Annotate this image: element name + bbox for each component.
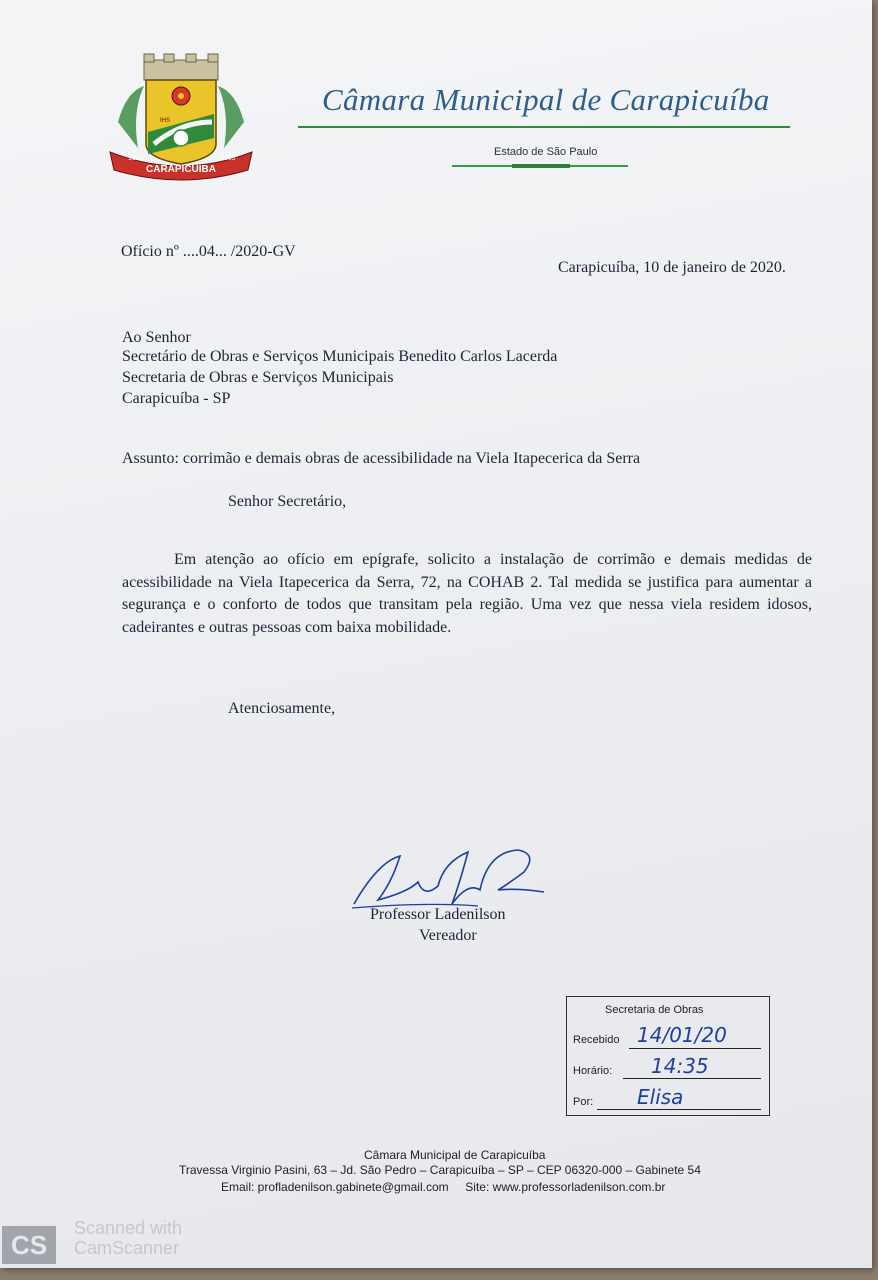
subtitle-divider [452, 165, 628, 167]
svg-text:1965: 1965 [220, 155, 236, 162]
svg-text:1580: 1580 [128, 155, 144, 162]
svg-text:CARAPICUIBA: CARAPICUIBA [146, 164, 216, 175]
stamp-title: Secretaria de Obras [605, 1004, 704, 1016]
title-divider [298, 126, 790, 128]
recipient-line: Carapicuíba - SP [122, 390, 231, 407]
watermark-line: Scanned with [74, 1218, 183, 1238]
stamp-received-label: Recebido [573, 1034, 620, 1046]
stamp-by-label: Por: [573, 1096, 594, 1108]
organization-title: Câmara Municipal de Carapicuíba [322, 82, 770, 117]
watermark-line: CamScanner [74, 1238, 180, 1258]
footer-org: Câmara Municipal de Carapicuíba [364, 1148, 546, 1162]
recipient-line: Secretaria de Obras e Serviços Municipais [122, 369, 394, 386]
scanner-watermark [74, 1218, 182, 1258]
footer-contact: Email: profladenilson.gabinete@gmail.com Site: www.professorladenilson.com.br [221, 1180, 666, 1194]
svg-text:IHS: IHS [160, 118, 171, 124]
letter-body: Em atenção ao ofício em epígrafe, solicito a instalação de corrimão e demais medidas de acessibilidade na Viela Itapecerica da Serra, 72, na COHAB 2. Tal medida se justifica para aumentar a segurança e o conforto de todos que transitam pela região. Uma vez que nessa viela residem idosos, cadeirantes e outras pessoas com baixa mobilidade. [122, 551, 812, 636]
signer-name: Professor Ladenilson [370, 906, 506, 923]
footer-address: Travessa Virginio Pasini, 63 – Jd. São Pedro – Carapicuíba – SP – CEP 06320-000 – Gabinete 54 [179, 1163, 701, 1177]
received-stamp [566, 996, 770, 1116]
signer-title: Vereador [419, 927, 477, 944]
stamp-time-label: Horário: [573, 1065, 613, 1077]
municipal-crest-icon [108, 52, 254, 184]
subject-line: Assunto: corrimão e demais obras de acessibilidade na Viela Itapecerica da Serra [122, 450, 641, 467]
oficio-number: Ofício nº ....04... /2020-GV [121, 243, 296, 260]
recipient-line: Ao Senhor [122, 329, 191, 346]
closing: Atenciosamente, [228, 700, 336, 717]
stamp-underline [623, 1078, 761, 1079]
state-subtitle: Estado de São Paulo [494, 146, 598, 158]
recipient-line: Secretário de Obras e Serviços Municipais Benedito Carlos Lacerda [122, 348, 558, 365]
letter-date: Carapicuíba, 10 de janeiro de 2020. [558, 259, 786, 276]
salutation: Senhor Secretário, [228, 493, 347, 510]
stamp-underline [597, 1109, 761, 1110]
camscanner-logo-icon: CS [2, 1226, 56, 1264]
stamp-time-value: 14:35 [651, 1054, 709, 1078]
stamp-underline [629, 1048, 761, 1049]
stamp-received-value: 14/01/20 [637, 1023, 727, 1047]
stamp-by-value: Elisa [637, 1085, 684, 1109]
